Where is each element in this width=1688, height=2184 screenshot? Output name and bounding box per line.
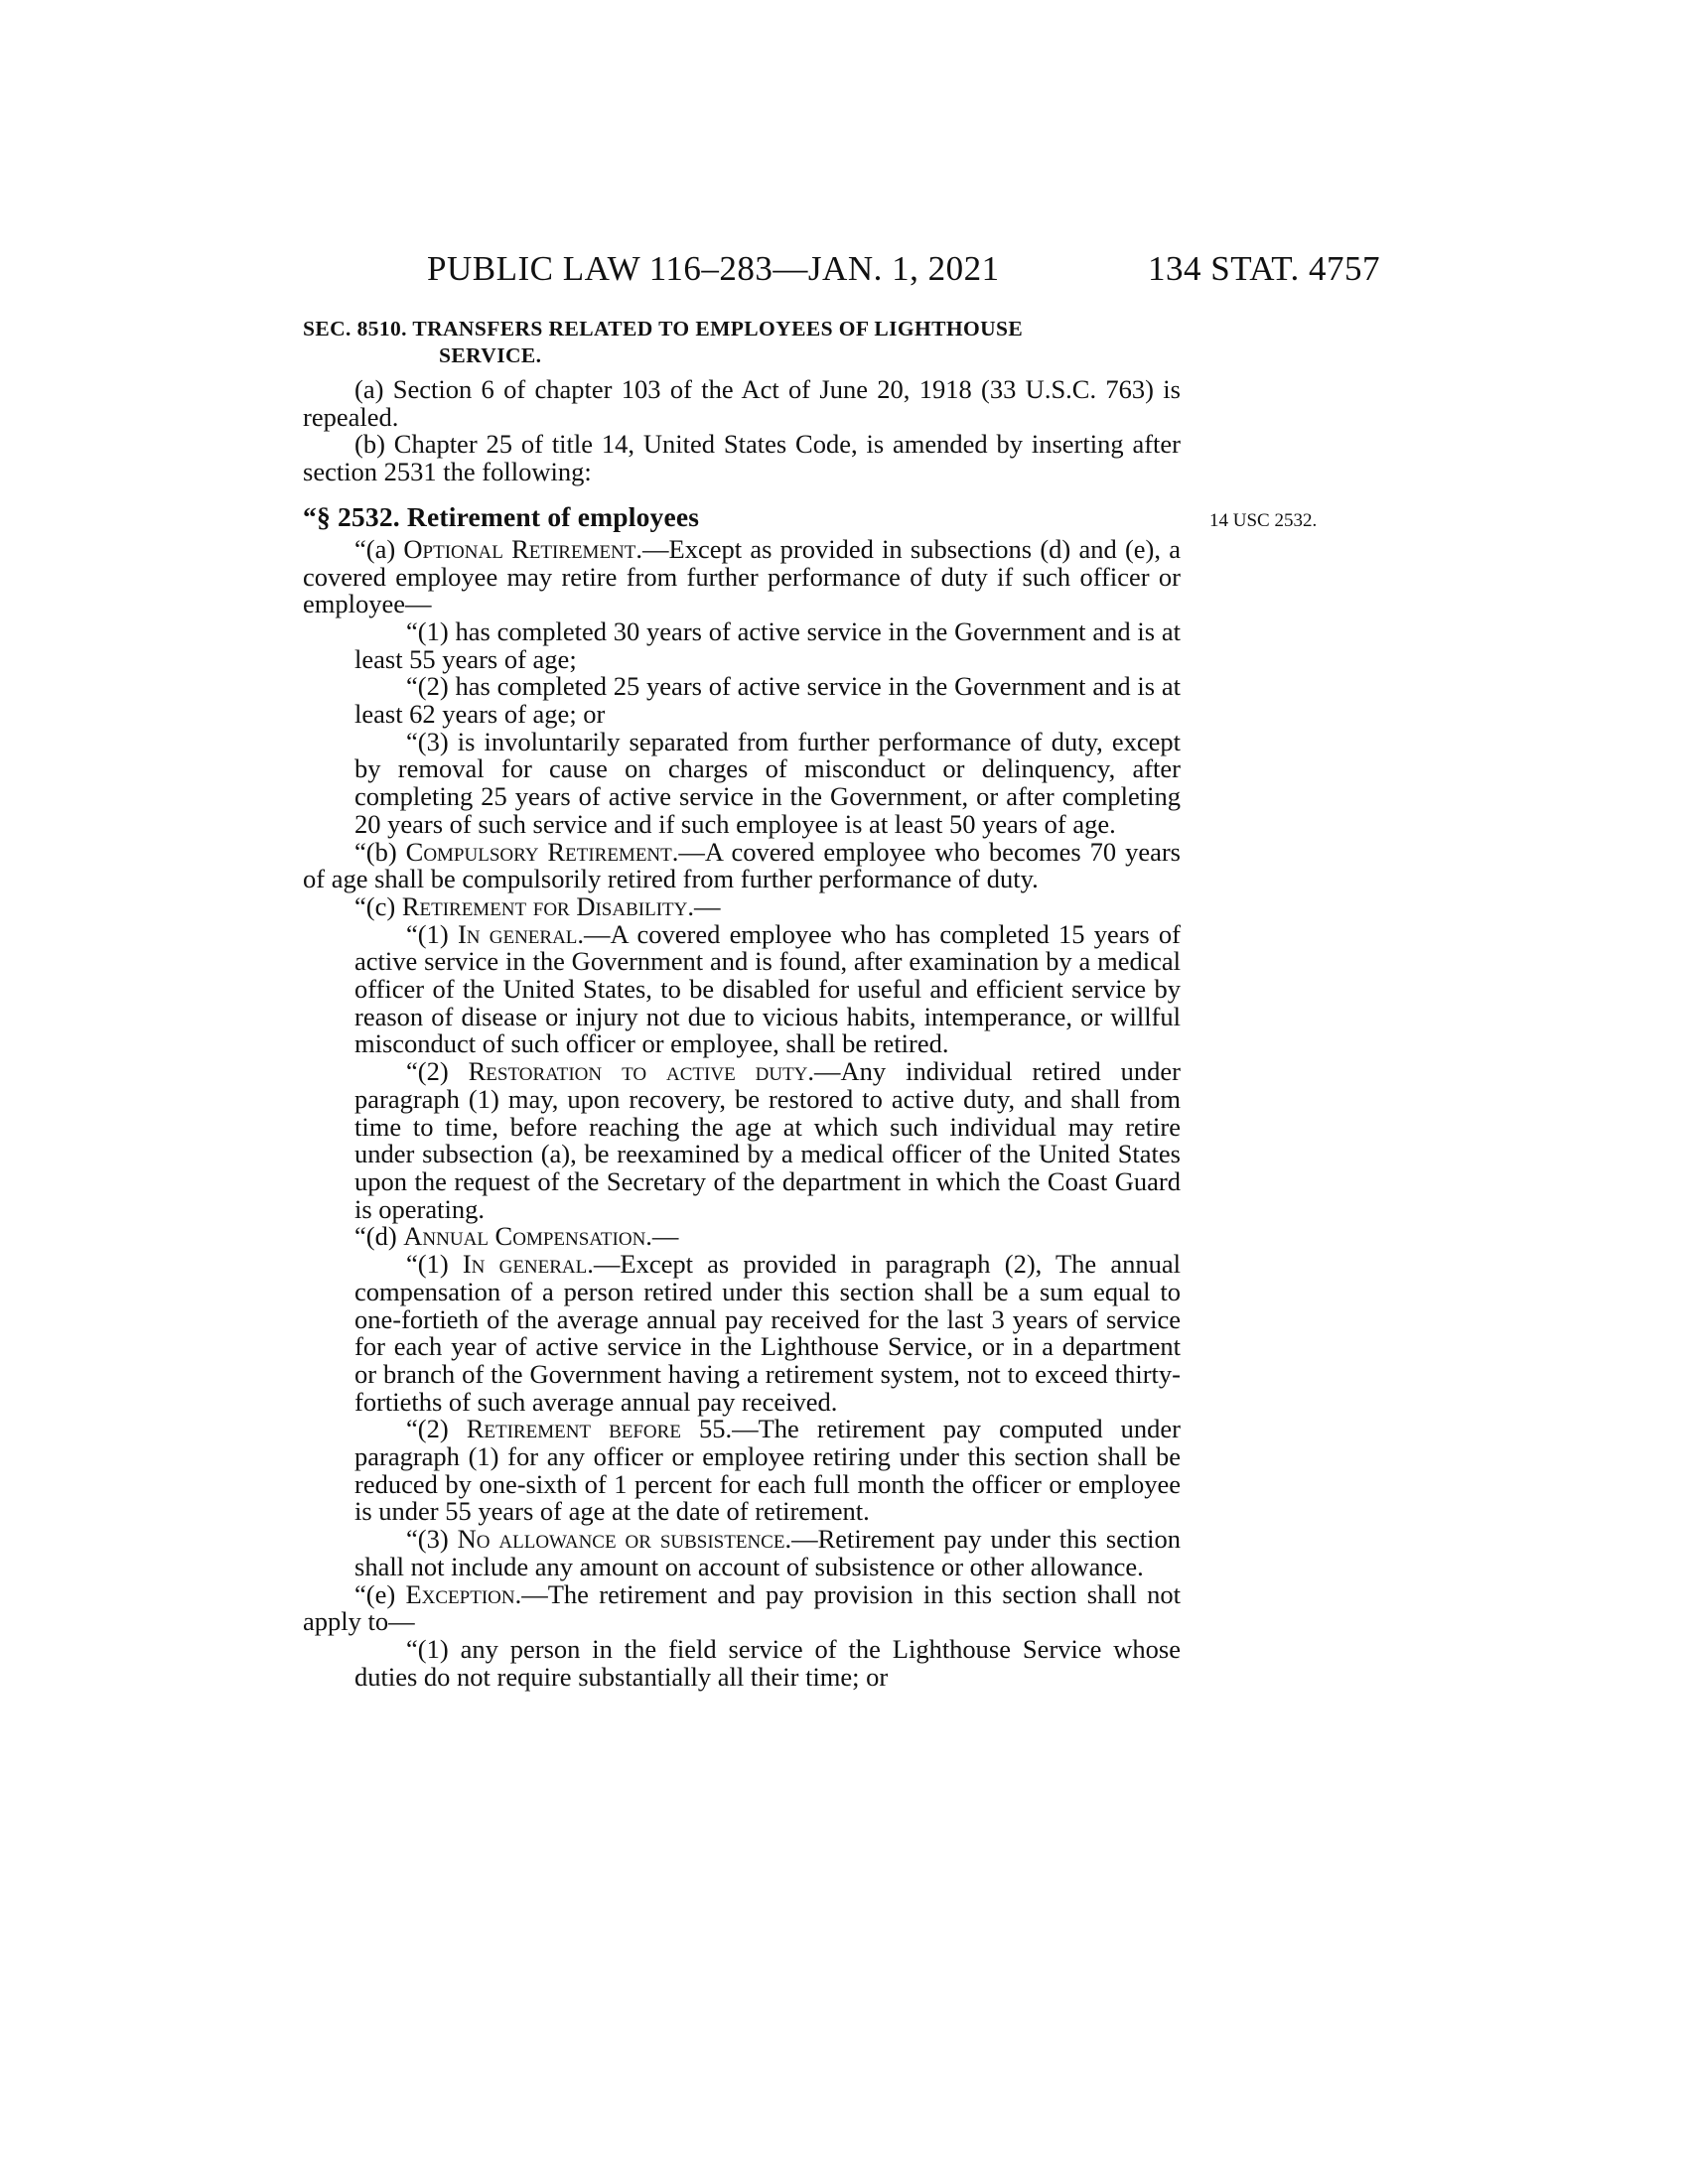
subsection-b-open: “(b) [354,836,406,867]
paragraph-c1-open: “(1) [406,918,458,949]
paragraph-d2-label: Retirement before 55 [466,1414,726,1444]
paragraph-d2-open: “(2) [406,1414,467,1444]
paragraph-c1 [303,918,1181,1059]
section-heading-line1: SEC. 8510. TRANSFERS RELATED TO EMPLOYEES OF LIGHTHOUSE [303,317,1024,341]
subsection-c-text: .— [687,890,721,921]
paragraph-e1: “(1) any person in the field service of the Lighthouse Service whose duties do not require substantially all their time; or [354,1633,1181,1692]
paragraph-c2-label: Restoration to active duty [468,1056,808,1087]
subsection-d [303,1223,1181,1251]
paragraph-a3: “(3) is involuntarily separated from further performance of duty, except by removal for cause on charges of misconduct or delinquency, after completing 25 years of active service in the Government, or after completing 20 years of such service and if such employee is at least 50 years of age. [354,726,1181,839]
subsection-b [303,836,1181,894]
subsection-e-label: Exception [405,1578,515,1609]
subsection-b-text: .—A covered employee who becomes 70 years of age shall be compulsorily retired from further performance of duty. [303,836,1181,894]
paragraph-d2 [303,1416,1181,1526]
subsection-a-label: Optional Retirement [403,533,636,564]
paragraph-c1-label: In general [457,918,578,949]
subsection-a-open: “(a) [354,533,404,564]
margin-citation: 14 USC 2532. [1209,510,1318,531]
paragraph-d3 [303,1526,1181,1580]
stat-page-number: 134 STAT. 4757 [1148,249,1380,288]
subsection-c [303,890,1181,921]
section-2532-title: “§ 2532. Retirement of employees [303,500,700,532]
paragraph-d1-label: In general [462,1249,588,1280]
paragraph-d1-text: .—Except as provided in paragraph (2), The annual compensation of a person retired under this section shall be a sum equal to one-fortieth of the average annual pay received for the last 3 years of service for each year of active service in the Lighthouse Service, or in a department or branch of the Government having a retirement system, not to exceed thirty-fortieths of such average annual pay received. [354,1249,1182,1417]
subsection-c-label: Retirement for Disability [401,890,688,921]
paragraph-d1-open: “(1) [406,1249,463,1280]
subsection-e-open: “(e) [354,1578,406,1609]
paragraph-d3-open: “(3) [406,1524,458,1555]
subsection-a-text: .—Except as provided in subsections (d) and (e), a covered employee may retire from further performance of duty if such officer or employee— [303,533,1181,619]
paragraph-c2-open: “(2) [406,1056,469,1087]
paragraph-a2: “(2) has completed 25 years of active service in the Government and is at least 62 years of age; or [354,671,1181,730]
paragraph-d2-text: .—The retirement pay computed under paragraph (1) for any officer or employee retiring under this section shall be reduced by one-sixth of 1 percent for each full month the officer or employee is under 55 years of age at the date of retirement. [354,1414,1181,1527]
public-law-title: PUBLIC LAW 116–283—JAN. 1, 2021 [427,249,1000,288]
paragraph-c2-text: .—Any individual retired under paragraph (1) may, upon recovery, be restored to active duty, and shall from time to time, before reaching the age at which such individual may retire under subsection (a), be reexamined by a medical officer of the United States upon the request of the Secretary of the department in which the Coast Guard is operating. [354,1056,1181,1224]
subsection-e [303,1578,1181,1637]
running-head [427,244,1380,294]
subsection-b-label: Compulsory Retirement [405,836,672,867]
subsection-d-label: Annual Compensation [403,1221,646,1252]
paragraph-a: (a) Section 6 of chapter 103 of the Act of June 20, 1918 (33 U.S.C. 763) is repealed. [303,374,1181,432]
section-heading-line2: SERVICE. [439,343,542,367]
section-heading [303,316,1181,369]
document-body [303,376,1181,1691]
subsection-d-text: .— [645,1221,679,1252]
paragraph-c2 [303,1058,1181,1223]
subsection-a [303,533,1181,619]
paragraph-b: (b) Chapter 25 of title 14, United States Code, is amended by inserting after section 2531 the following: [303,429,1181,487]
subsection-e-text: .—The retirement and pay provision in this section shall not apply to— [303,1578,1181,1637]
paragraph-d3-label: No allowance or subsistence [457,1524,785,1555]
paragraph-c1-text: .—A covered employee who has completed 15 years of active service in the Government and is found, after examination by a medical officer of the United States, to be disabled for useful and efficient service by reason of disease or injury not due to vicious habits, intemperance, or willful misconduct of such officer or employee, shall be retired. [354,918,1181,1059]
paragraph-a1: “(1) has completed 30 years of active service in the Government and is at least 55 years of age; [354,615,1181,674]
paragraph-d3-text: .—Retirement pay under this section shall not include any amount on account of subsistence or other allowance. [354,1524,1181,1581]
subsection-c-open: “(c) [354,890,402,921]
subsection-d-open: “(d) [354,1221,404,1252]
paragraph-d1 [303,1251,1181,1416]
